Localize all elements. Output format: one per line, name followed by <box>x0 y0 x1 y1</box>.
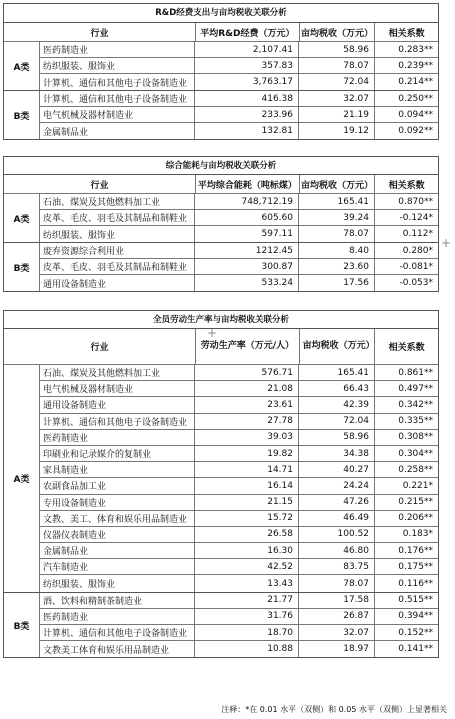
rd-table-header <box>4 23 438 42</box>
header-coef: 相关系数 <box>388 180 425 191</box>
cell-tax: 47.26 <box>299 495 375 510</box>
group-b <box>4 243 438 291</box>
table-row <box>40 74 438 90</box>
group-label: B类 <box>4 91 40 139</box>
cell-industry: 皮革、毛皮、羽毛及其制品和制鞋业 <box>40 210 195 225</box>
table-row <box>40 381 438 397</box>
cell-coef: 0.092** <box>398 126 433 136</box>
cell-value: 39.03 <box>195 430 299 445</box>
cell-tax: 78.07 <box>299 226 375 242</box>
cell-value: 605.60 <box>195 210 299 225</box>
cell-tax: 32.07 <box>299 91 375 106</box>
cell-coef: 0.515** <box>398 595 433 606</box>
cell-industry: 通用设备制造业 <box>40 397 195 412</box>
header-industry: 行业 <box>4 23 196 41</box>
group-a <box>4 365 438 593</box>
cell-tax: 46.49 <box>299 511 375 526</box>
cell-industry: 医药制造业 <box>40 430 195 445</box>
cell-industry: 金属制品业 <box>40 123 195 139</box>
cell-industry: 计算机、通信和其他电子设备制造业 <box>40 91 195 106</box>
cell-value: 132.81 <box>195 123 299 139</box>
cell-tax: 72.04 <box>299 414 375 429</box>
cell-coef: 0.175** <box>398 561 433 572</box>
cell-coef: 0.176** <box>398 545 433 556</box>
cell-coef: 0.239** <box>398 60 433 71</box>
table-row <box>40 559 438 575</box>
cell-value: 1212.45 <box>195 243 299 258</box>
header-tax: 亩均税收（万元） <box>300 23 376 41</box>
table-row <box>40 123 438 139</box>
cell-value: 18.70 <box>195 625 299 640</box>
cell-value: 576.71 <box>195 365 299 380</box>
cell-industry: 酒、饮料和精制茶制造业 <box>40 593 195 608</box>
table-row <box>40 414 438 430</box>
cell-tax: 165.41 <box>299 365 375 380</box>
cell-tax: 78.07 <box>299 575 375 591</box>
cell-coef: 0.258** <box>398 464 433 475</box>
group-b <box>4 91 438 139</box>
cell-coef: 0.215** <box>398 497 433 508</box>
cell-coef: 0.394** <box>398 611 433 622</box>
energy-table <box>3 156 439 292</box>
cell-industry: 仪器仪表制造业 <box>40 527 195 542</box>
table-row <box>40 275 438 291</box>
add-column-icon[interactable]: + <box>207 326 218 340</box>
cell-tax: 46.80 <box>299 543 375 558</box>
table-row <box>40 58 438 74</box>
cell-value: 21.15 <box>195 495 299 510</box>
cell-coef: 0.304** <box>398 448 433 459</box>
cell-industry: 电气机械及器材制造业 <box>40 107 195 122</box>
cell-coef: 0.183* <box>402 529 433 540</box>
cell-tax: 58.96 <box>299 42 375 57</box>
table-row <box>40 543 438 559</box>
cell-tax: 23.60 <box>299 259 375 274</box>
group-a <box>4 194 438 243</box>
table-row <box>40 609 438 625</box>
cell-industry: 通用设备制造业 <box>40 275 195 291</box>
cell-industry: 纺织服装、服饰业 <box>40 58 195 73</box>
cell-tax: 21.19 <box>299 107 375 122</box>
table-row <box>40 641 438 657</box>
table-row <box>40 495 438 511</box>
cell-value: 21.77 <box>195 593 299 608</box>
cell-coef: 0.283** <box>398 44 433 55</box>
cell-tax: 34.38 <box>299 446 375 461</box>
rd-table-title: R&D经费支出与亩均税收关联分析 <box>4 4 438 23</box>
header-coef: 相关系数 <box>388 343 425 353</box>
table-row <box>40 210 438 226</box>
header-rd: 平均R&D经费（万元） <box>196 23 300 41</box>
cell-value: 233.96 <box>195 107 299 122</box>
cell-value: 357.83 <box>195 58 299 73</box>
cell-tax: 18.97 <box>299 641 375 657</box>
cell-coef: 0.342** <box>398 399 433 410</box>
cell-tax: 100.52 <box>299 527 375 542</box>
cell-coef: 0.112* <box>402 229 433 239</box>
cell-industry: 纺织服装、服饰业 <box>40 575 195 591</box>
table-row <box>40 91 438 107</box>
cell-tax: 83.75 <box>299 559 375 574</box>
cell-value: 13.43 <box>195 575 299 591</box>
cell-tax: 165.41 <box>299 194 375 209</box>
cell-coef: 0.206** <box>398 513 433 524</box>
group-a <box>4 42 438 91</box>
header-industry: 行业 <box>4 175 196 193</box>
productivity-table-header <box>4 329 438 365</box>
table-row <box>40 430 438 446</box>
header-energy: 平均综合能耗（吨标煤） <box>196 175 300 193</box>
header-tax: 亩均税收（万元） <box>300 329 376 364</box>
cell-industry: 印刷业和记录媒介的复制业 <box>40 446 195 461</box>
cell-industry: 计算机、通信和其他电子设备制造业 <box>40 74 195 90</box>
productivity-table-title: 全员劳动生产率与亩均税收关联分析 <box>4 311 438 329</box>
cell-value: 16.30 <box>195 543 299 558</box>
cell-value: 748,712.19 <box>195 194 299 209</box>
table-row <box>40 462 438 478</box>
cell-coef: 0.308** <box>398 432 433 443</box>
cell-industry: 皮革、毛皮、羽毛及其制品和制鞋业 <box>40 259 195 274</box>
cell-coef: -0.124* <box>399 212 433 223</box>
cell-value: 10.88 <box>195 641 299 657</box>
table-row <box>40 107 438 123</box>
cell-industry: 汽车制造业 <box>40 559 195 574</box>
cell-industry: 医药制造业 <box>40 42 195 57</box>
cell-industry: 纺织服装、服饰业 <box>40 226 195 242</box>
productivity-table <box>3 310 439 658</box>
header-productivity: 劳动生产率（万元/人） <box>196 329 300 364</box>
group-label: B类 <box>4 593 40 658</box>
cell-coef: 0.250** <box>398 93 433 104</box>
cell-tax: 72.04 <box>299 74 375 90</box>
cell-coef: 0.280* <box>402 245 433 256</box>
cell-value: 533.24 <box>195 275 299 291</box>
table-row <box>40 527 438 543</box>
cell-tax: 40.27 <box>299 462 375 477</box>
table-row <box>40 446 438 462</box>
cell-value: 27.78 <box>195 414 299 429</box>
cell-tax: 66.43 <box>299 381 375 396</box>
cell-industry: 石油、煤炭及其他燃料加工业 <box>40 365 195 380</box>
group-label: B类 <box>4 243 40 291</box>
cell-tax: 32.07 <box>299 625 375 640</box>
cell-industry: 文教美工体育和娱乐用品制造业 <box>40 641 195 657</box>
cell-value: 31.76 <box>195 609 299 624</box>
cell-tax: 26.87 <box>299 609 375 624</box>
cell-coef: 0.214** <box>398 77 433 87</box>
table-row <box>40 397 438 413</box>
table-row <box>40 243 438 259</box>
cell-value: 2,107.41 <box>195 42 299 57</box>
cell-tax: 42.39 <box>299 397 375 412</box>
cell-industry: 废弃资源综合利用业 <box>40 243 195 258</box>
group-label: A类 <box>4 42 40 90</box>
group-b <box>4 593 438 658</box>
rd-table <box>3 3 439 140</box>
cell-tax: 58.96 <box>299 430 375 445</box>
cell-coef: 0.497** <box>398 383 433 394</box>
table-row <box>40 625 438 641</box>
table-row <box>40 194 438 210</box>
cell-coef: 0.152** <box>398 627 433 638</box>
header-tax: 亩均税收（万元） <box>300 175 376 193</box>
table-row <box>40 259 438 275</box>
cell-value: 23.61 <box>195 397 299 412</box>
cell-value: 15.72 <box>195 511 299 526</box>
energy-table-title: 综合能耗与亩均税收关联分析 <box>4 157 438 175</box>
cell-coef: 0.335** <box>398 416 433 427</box>
cell-value: 3,763.17 <box>195 74 299 90</box>
cell-coef: 0.116** <box>398 578 433 589</box>
cell-industry: 家具制造业 <box>40 462 195 477</box>
energy-table-header <box>4 175 438 194</box>
cell-value: 42.52 <box>195 559 299 574</box>
table-row <box>40 42 438 58</box>
header-coef: 相关系数 <box>388 28 425 39</box>
cell-coef: 0.870** <box>398 196 433 207</box>
cell-industry: 专用设备制造业 <box>40 495 195 510</box>
cell-coef: -0.081* <box>399 261 433 272</box>
group-label: A类 <box>4 194 40 242</box>
add-row-icon[interactable]: + <box>441 236 452 250</box>
cell-coef: 0.141** <box>398 644 433 655</box>
cell-industry: 计算机、通信和其他电子设备制造业 <box>40 625 195 640</box>
cell-industry: 文教、美工、体育和娱乐用品制造业 <box>40 511 195 526</box>
cell-industry: 电气机械及器材制造业 <box>40 381 195 396</box>
cell-coef: 0.221* <box>402 480 433 491</box>
cell-industry: 农副食品加工业 <box>40 478 195 493</box>
cell-industry: 石油、煤炭及其他燃料加工业 <box>40 194 195 209</box>
cell-value: 416.38 <box>195 91 299 106</box>
group-label: A类 <box>4 365 40 592</box>
cell-value: 597.11 <box>195 226 299 242</box>
cell-tax: 39.24 <box>299 210 375 225</box>
cell-value: 14.71 <box>195 462 299 477</box>
table-row <box>40 226 438 242</box>
cell-value: 26.58 <box>195 527 299 542</box>
table-row <box>40 511 438 527</box>
cell-industry: 计算机、通信和其他电子设备制造业 <box>40 414 195 429</box>
header-industry: 行业 <box>4 329 196 364</box>
cell-industry: 医药制造业 <box>40 609 195 624</box>
cell-tax: 17.58 <box>299 593 375 608</box>
footnote: 注释：*在 0.01 水平（双侧）和 0.05 水平（双侧）上显著相关 <box>221 705 447 714</box>
cell-value: 19.82 <box>195 446 299 461</box>
cell-industry: 金属制品业 <box>40 543 195 558</box>
cell-coef: 0.094** <box>398 109 433 120</box>
table-row <box>40 575 438 591</box>
cell-tax: 17.56 <box>299 275 375 291</box>
table-row <box>40 593 438 609</box>
cell-tax: 78.07 <box>299 58 375 73</box>
cell-value: 21.08 <box>195 381 299 396</box>
table-row <box>40 478 438 494</box>
cell-value: 300.87 <box>195 259 299 274</box>
cell-value: 16.14 <box>195 478 299 493</box>
cell-coef: 0.861** <box>398 367 433 378</box>
cell-tax: 19.12 <box>299 123 375 139</box>
cell-coef: -0.053* <box>399 278 433 288</box>
cell-tax: 24.24 <box>299 478 375 493</box>
table-row <box>40 365 438 381</box>
cell-tax: 8.40 <box>299 243 375 258</box>
